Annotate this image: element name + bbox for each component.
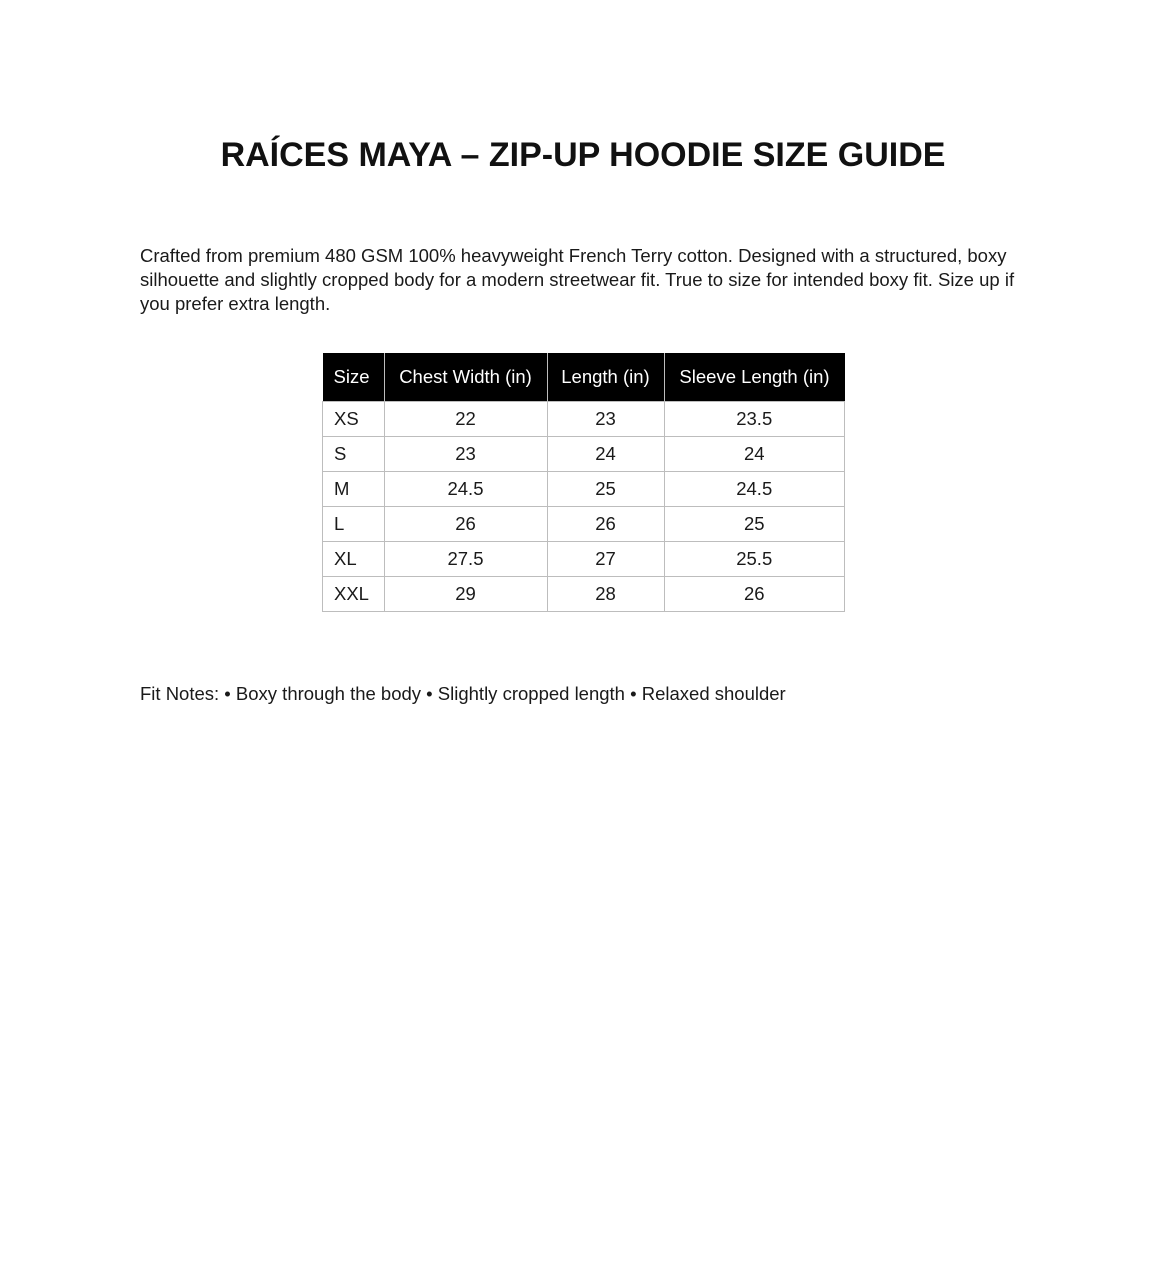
length-cell: 23 [547, 402, 664, 437]
header-chest-width: Chest Width (in) [384, 353, 547, 402]
length-cell: 27 [547, 542, 664, 577]
product-description: Crafted from premium 480 GSM 100% heavyweight French Terry cotton. Designed with a structured, boxy silhouette and slightly cropped body for a modern streetwear fit. True to size for intended boxy fit. Size up if you prefer extra length. [140, 245, 1015, 314]
chest-width-cell: 26 [384, 507, 547, 542]
table-row [323, 437, 845, 472]
length-cell: 28 [547, 577, 664, 612]
sleeve-length-cell: 24 [664, 437, 845, 472]
page-title: RAÍCES MAYA – ZIP-UP HOODIE SIZE GUIDE [220, 136, 946, 174]
sleeve-length-cell: 24.5 [664, 472, 845, 507]
chest-width-cell: 24.5 [384, 472, 547, 507]
header-sleeve-length: Sleeve Length (in) [664, 353, 845, 402]
table-row [323, 507, 845, 542]
length-cell: 25 [547, 472, 664, 507]
sleeve-length-cell: 25.5 [664, 542, 845, 577]
table-row [323, 542, 845, 577]
table-row [323, 577, 845, 612]
size-cell: XS [323, 402, 385, 437]
length-cell: 26 [547, 507, 664, 542]
size-cell: M [323, 472, 385, 507]
chest-width-cell: 23 [384, 437, 547, 472]
size-chart-table [322, 353, 845, 612]
size-cell: L [323, 507, 385, 542]
size-cell: S [323, 437, 385, 472]
size-cell: XXL [323, 577, 385, 612]
header-length: Length (in) [547, 353, 664, 402]
sleeve-length-cell: 25 [664, 507, 845, 542]
sleeve-length-cell: 26 [664, 577, 845, 612]
chest-width-cell: 22 [384, 402, 547, 437]
size-cell: XL [323, 542, 385, 577]
chest-width-cell: 27.5 [384, 542, 547, 577]
length-cell: 24 [547, 437, 664, 472]
header-size: Size [323, 353, 385, 402]
chest-width-cell: 29 [384, 577, 547, 612]
fit-notes: Fit Notes: • Boxy through the body • Slightly cropped length • Relaxed shoulder [140, 683, 786, 704]
sleeve-length-cell: 23.5 [664, 402, 845, 437]
table-header-row [323, 353, 845, 402]
table-row [323, 402, 845, 437]
table-row [323, 472, 845, 507]
